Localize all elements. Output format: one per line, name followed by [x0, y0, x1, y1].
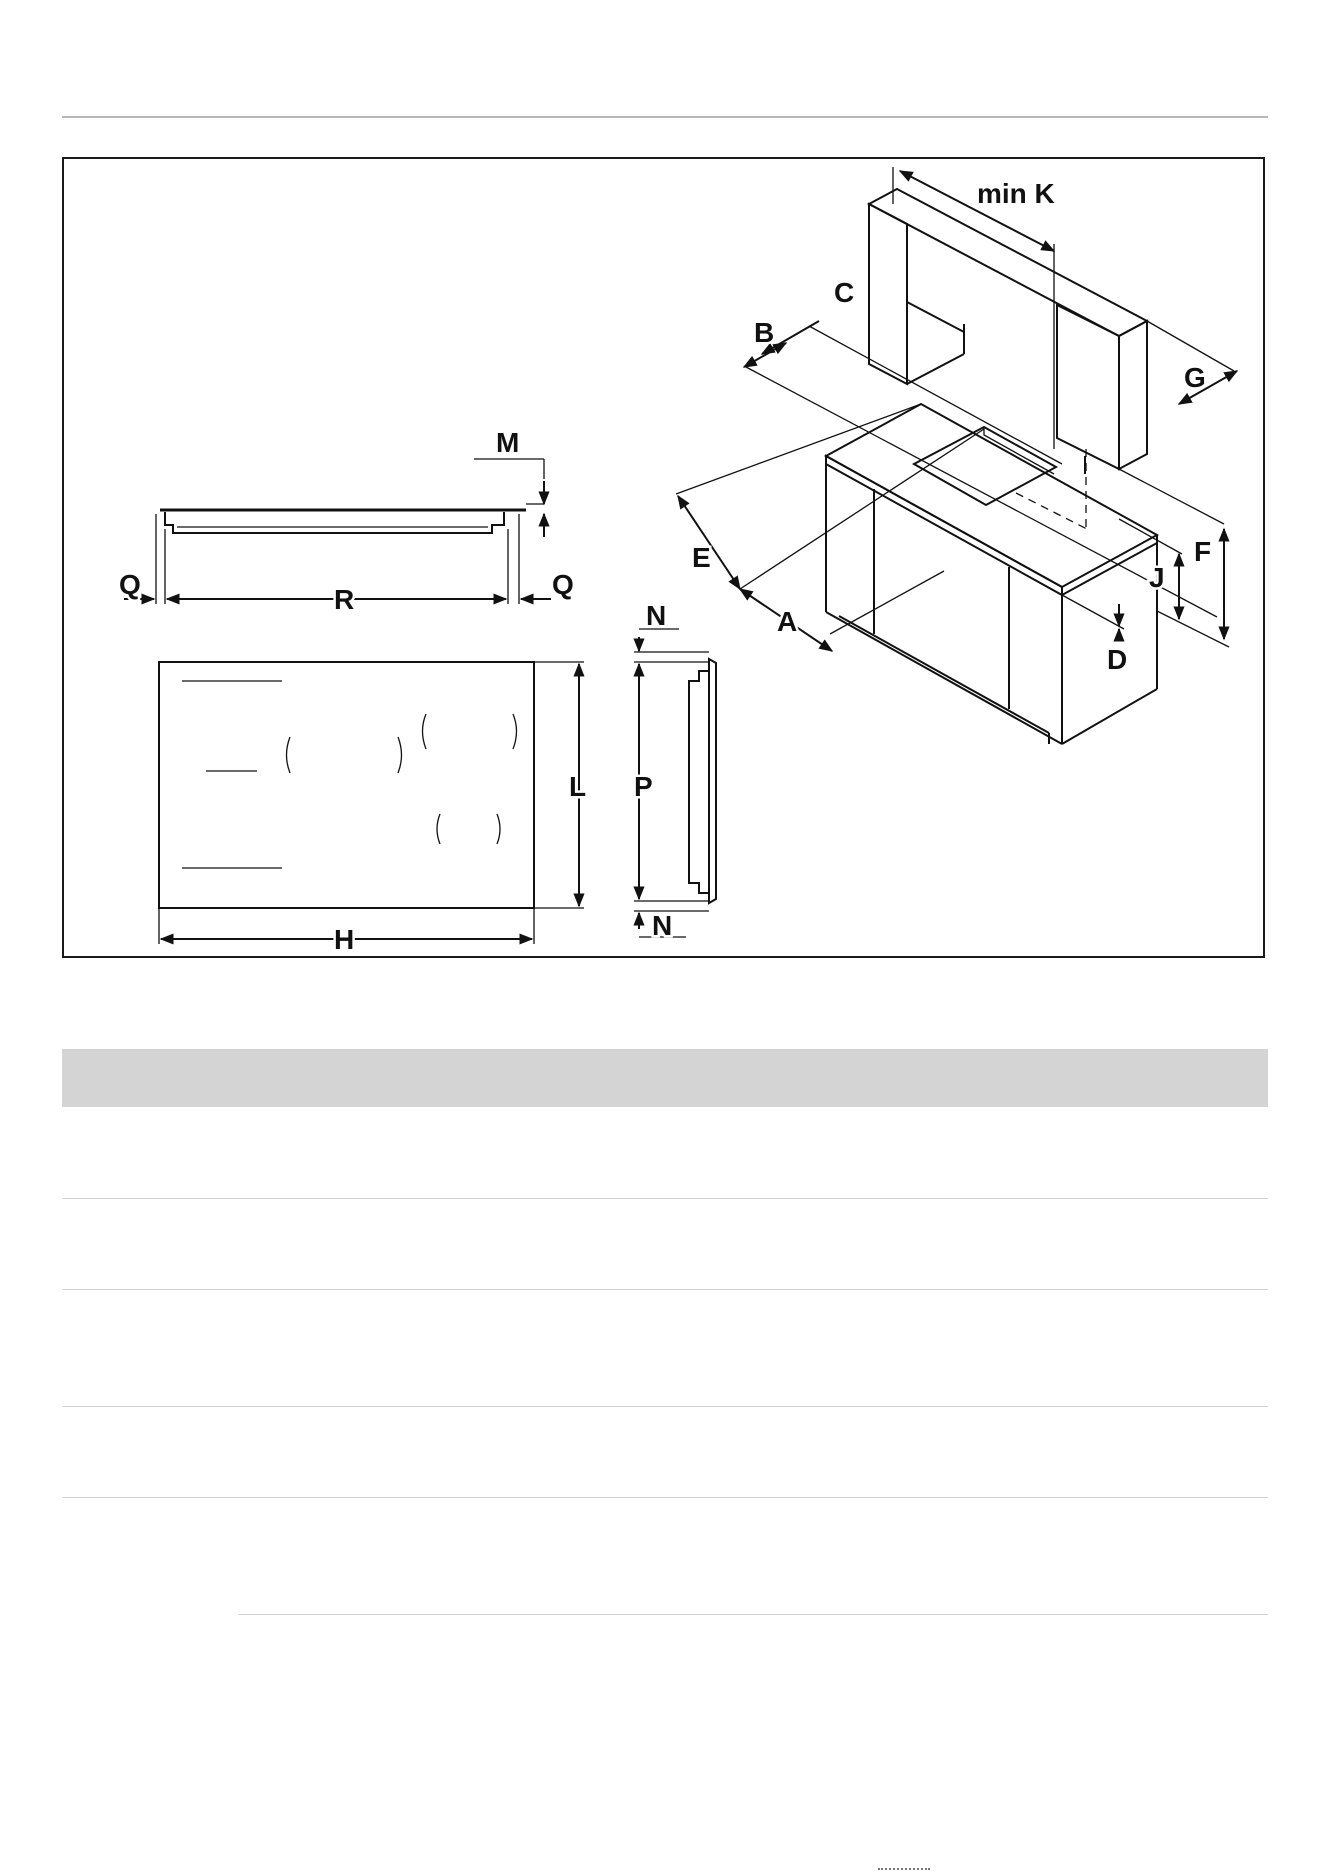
- row-label: [62, 1407, 238, 1497]
- row-value: [238, 1199, 1268, 1289]
- row-label: [62, 1107, 238, 1198]
- table-header: [62, 1049, 1268, 1107]
- page-footer-mark: [878, 1868, 930, 1870]
- table-row: [62, 1407, 1268, 1498]
- label-q-left: Q: [119, 569, 141, 600]
- label-b: B: [754, 317, 775, 348]
- label-m: M: [496, 427, 520, 458]
- label-l: L: [569, 771, 587, 802]
- label-min-k: min K: [977, 178, 1055, 209]
- top-divider: [62, 116, 1268, 118]
- row-value: [238, 1407, 1268, 1497]
- wall-cabinets: [869, 189, 1147, 474]
- label-q-right: Q: [552, 569, 574, 600]
- label-g: G: [1184, 362, 1206, 393]
- label-a: A: [777, 606, 798, 637]
- specs-table: [62, 1049, 1268, 1616]
- isometric-view: [676, 167, 1237, 744]
- row-value: [238, 1498, 1268, 1616]
- row-label: [62, 1199, 238, 1289]
- label-n-bottom: N: [652, 910, 673, 941]
- row-label: [62, 1498, 238, 1616]
- label-f: F: [1194, 536, 1212, 567]
- side-section-view: [119, 427, 574, 615]
- base-cabinet: [826, 404, 1157, 744]
- label-h: H: [334, 924, 355, 955]
- label-n-top: N: [646, 600, 667, 631]
- table-row: [62, 1498, 1268, 1616]
- label-e: E: [692, 542, 711, 573]
- row-sub-divider: [238, 1614, 1268, 1615]
- label-p: P: [634, 771, 653, 802]
- label-c: C: [834, 277, 855, 308]
- row-value: [238, 1290, 1268, 1406]
- table-row: [62, 1107, 1268, 1199]
- top-view: [159, 662, 586, 955]
- row-value: [238, 1107, 1268, 1198]
- table-row: [62, 1290, 1268, 1407]
- diagram-svg: [64, 159, 1267, 960]
- table-row: [62, 1199, 1268, 1290]
- label-r: R: [334, 584, 355, 615]
- row-label: [62, 1290, 238, 1406]
- cutout-profile-view: [634, 600, 716, 941]
- label-d: D: [1107, 644, 1128, 675]
- installation-diagram: [62, 157, 1265, 958]
- label-j: J: [1149, 562, 1165, 593]
